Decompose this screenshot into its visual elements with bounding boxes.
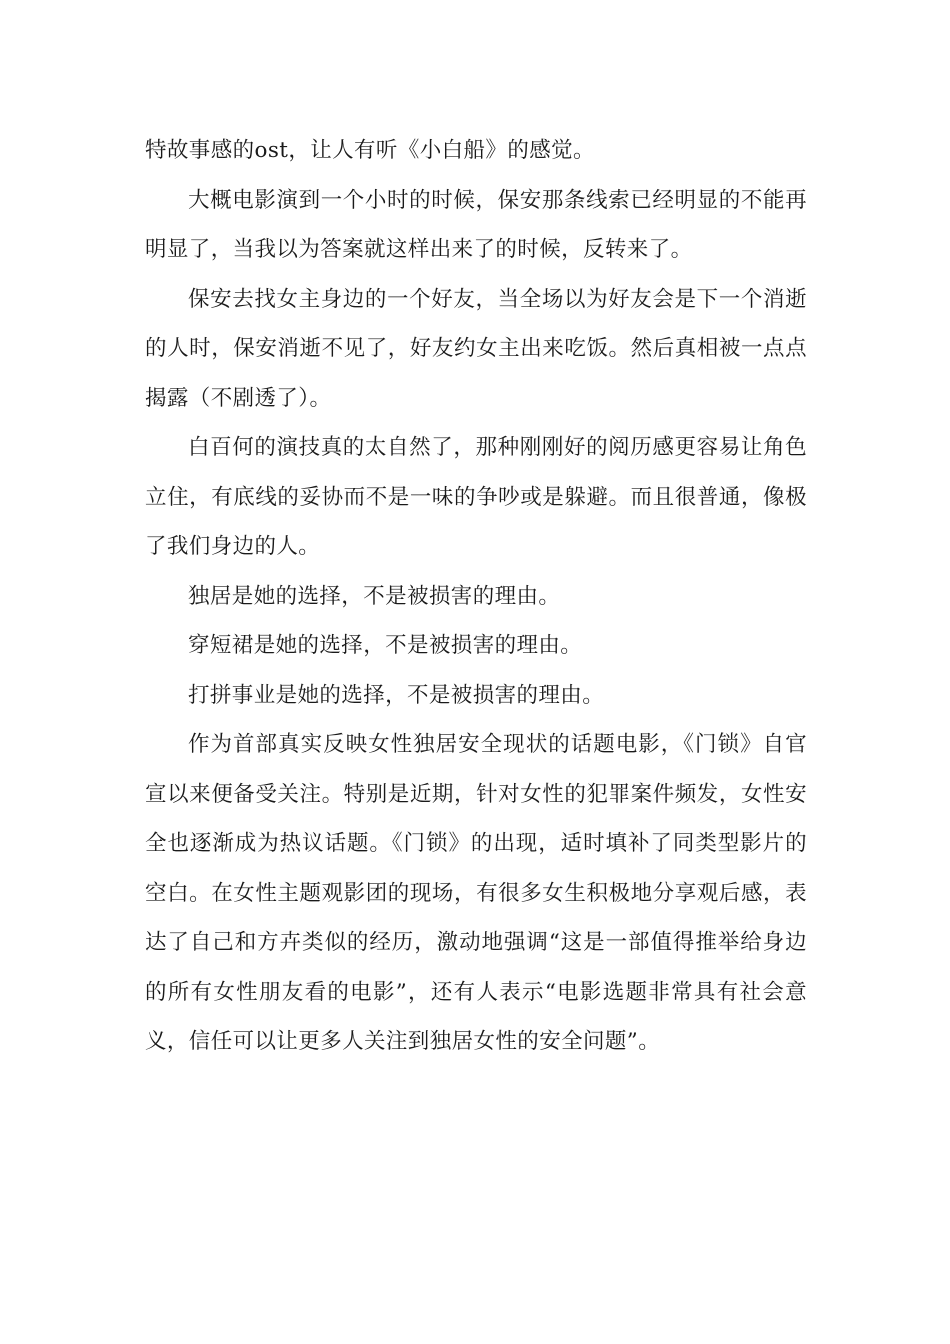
paragraph: 穿短裙是她的选择，不是被损害的理由。 bbox=[188, 633, 583, 658]
paragraph: 作为首部真实反映女性独居安全现状的话题电影，《门锁》自官宣以来便备受关注。特别是近期，针对女性的犯罪案件频发，女性安全也逐渐成为热议话题。《门锁》的出现，适时填补了同类型影片的空白。在女性主题观影团的现场，有很多女生积极地分享观后感，表达了自己和方卉类似的经历，激动地强调“这是一部值得推举给身边的所有女性朋友看的电影”，还有人表示“电影选题非常具有社会意义，信任可以让更多人关注到独居女性的安全问题”。 bbox=[145, 732, 807, 1054]
paragraph: 独居是她的选择，不是被损害的理由。 bbox=[188, 583, 561, 609]
document-body bbox=[145, 126, 807, 1067]
paragraph: 保安去找女主身边的一个好友，当全场以为好友会是下一个消逝的人时，保安消逝不见了，好友约女主出来吃饭。然后真相被一点点揭露（不剧透了）。 bbox=[145, 286, 807, 411]
paragraph: 打拼事业是她的选择，不是被损害的理由。 bbox=[188, 682, 605, 708]
paragraph: 白百何的演技真的太自然了，那种刚刚好的阅历感更容易让角色立住，有底线的妥协而不是一味的争吵或是躲避。而且很普通，像极了我们身边的人。 bbox=[145, 435, 807, 559]
paragraph: 大概电影演到一个小时的时候，保安那条线索已经明显的不能再明显了，当我以为答案就这样出来了的时候，反转来了。 bbox=[145, 187, 807, 262]
paragraph-continuation: 特故事感的ost，让人有听《小白船》的感觉。 bbox=[145, 138, 595, 163]
